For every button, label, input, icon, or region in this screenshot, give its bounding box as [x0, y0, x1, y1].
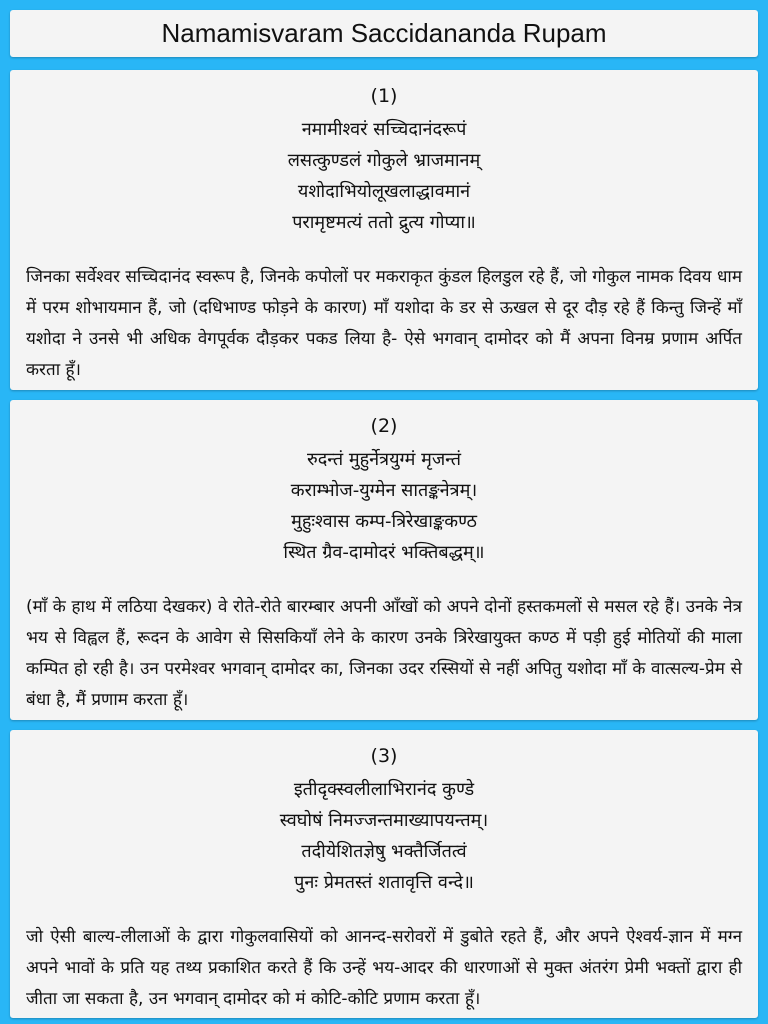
verse-meaning: जिनका सर्वेश्वर सच्चिदानंद स्वरूप है, जिनके कपोलों पर मकराकृत कुंडल हिलडुल रहे हैं, जो गोकुल नामक दिवय धाम में परम शोभायमान हैं, जो (दधिभाण्ड फोड़ने के कारण) माँ यशोदा के डर से ऊखल से दूर दौड़ रहे हैं किन्तु जिन्हें माँ यशोदा ने उनसे भी अधिक वेगपूर्वक दौड़कर पकड लिया है- ऐसे भगवान् दामोदर को मैं अपना विनम्र प्रणाम अर्पित करता हूँ। [26, 267, 742, 380]
verse-line: कराम्भोज-युग्मेन सातङ्कनेत्रम्। [290, 480, 478, 501]
verse-line: रुदन्तं मुहुर्नेत्रयुग्मं मृजन्तं [306, 449, 461, 470]
verse-meaning: जो ऐसी बाल्य-लीलाओं के द्वारा गोकुलवासियों को आनन्द-सरोवरों में डुबोते रहते हैं, और अपने ऐश्वर्य-ज्ञान में मग्न अपने भावों के प्रति यह तथ्य प्रकाशित करते हैं कि उन्हें भय-आदर की धारणाओं से मुक्त अंतरंग प्रेमी भक्तों द्वारा ही जीता जा सकता है, उन भगवान् दामोदर को मं कोटि-कोटि प्रणाम करता हूँ। [26, 927, 742, 1009]
verse-number: (2) [370, 415, 398, 437]
verse-line: परामृष्टमत्यं ततो द्रुत्य गोप्या॥ [292, 212, 476, 233]
verse-number: (3) [370, 745, 398, 767]
verse-card-2 [10, 400, 758, 720]
verse-card-1 [10, 70, 758, 390]
verse-number: (1) [370, 85, 398, 107]
verse-line: नमामीश्वरं सच्चिदानंदरूपं [301, 119, 467, 140]
verse-line: लसत्कुण्डलं गोकुले भ्राजमानम् [287, 150, 481, 171]
verse-line: तदीयेशितज्ञेषु भक्तैर्जितत्वं [301, 841, 467, 862]
verse-line: पुनः प्रेमतस्तं शतावृत्ति वन्दे॥ [294, 872, 474, 893]
verse-meaning: (माँ के हाथ में लठिया देखकर) वे रोते-रोते बारम्बार अपनी आँखों को अपने दोनों हस्तकमलों से मसल रहे हैं। उनके नेत्र भय से विह्वल हैं, रूदन के आवेग से सिसकियाँ लेने के कारण उनके त्रिरेखायुक्त कण्ठ में पड़ी हुई मोतियों की माला कम्पित हो रही है। उन परमेश्वर भगवान् दामोदर का, जिनका उदर रस्सियों से नहीं अपितु यशोदा माँ के वात्सल्य-प्रेम से बंधा है, मैं प्रणाम करता हूँ। [26, 597, 742, 710]
verse-line: मुहुःश्वास कम्प-त्रिरेखाङ्ककण्ठ [291, 511, 477, 532]
page-title: Namamisvaram Saccidananda Rupam [161, 18, 607, 48]
verse-line: स्थित ग्रैव-दामोदरं भक्तिबद्धम्॥ [283, 542, 485, 563]
verse-card-3 [10, 730, 758, 1018]
verse-line: यशोदाभियोलूखलाद्धावमानं [297, 181, 471, 202]
title-bar [10, 10, 758, 57]
verse-line: इतीदृक्स्वलीलाभिरानंद कुण्डे [293, 779, 475, 800]
verse-line: स्वघोषं निमज्जन्तमाख्यापयन्तम्। [279, 810, 489, 831]
